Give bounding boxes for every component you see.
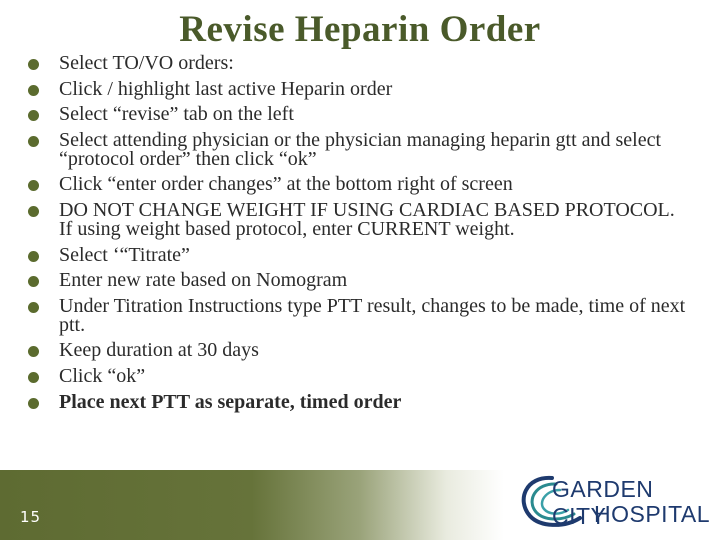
hospital-logo	[512, 470, 712, 530]
bullet-dot-icon	[28, 398, 39, 409]
list-item	[0, 364, 700, 387]
bullet-dot-icon	[28, 110, 39, 121]
bullet-text: Keep duration at 30 days	[59, 339, 259, 362]
list-item	[0, 128, 700, 170]
bullet-text: Place next PTT as separate, timed order	[59, 390, 402, 413]
bullet-dot-icon	[28, 276, 39, 287]
bullet-text: Select TO/VO orders:	[59, 52, 234, 74]
bullet-dot-icon	[28, 302, 39, 313]
bullet-text: Select “revise” tab on the left	[59, 103, 294, 126]
list-item	[0, 175, 700, 194]
bullet-text: Click / highlight last active Heparin order	[59, 77, 393, 100]
list-item	[0, 341, 700, 360]
list-item	[0, 77, 700, 100]
bullet-dot-icon	[28, 59, 39, 70]
bullet-dot-icon	[28, 346, 39, 357]
bullet-text: DO NOT CHANGE WEIGHT IF USING CARDIAC BASED PROTOCOL. If using weight based protocol, enter CURRENT weight.	[59, 198, 675, 240]
list-item	[0, 390, 700, 413]
bullet-text: Select attending physician or the physician managing heparin gtt and select “protocol order” then click “ok”	[59, 128, 662, 170]
list-item	[0, 198, 700, 240]
list-item	[0, 243, 700, 266]
list-item	[0, 271, 700, 290]
page-number: 15	[20, 508, 42, 526]
bullet-dot-icon	[28, 136, 39, 147]
bullet-dot-icon	[28, 206, 39, 217]
bullet-dot-icon	[28, 251, 39, 262]
bullet-dot-icon	[28, 180, 39, 191]
list-item	[0, 54, 700, 73]
bullet-dot-icon	[28, 85, 39, 96]
list-item	[0, 294, 700, 336]
bullet-list	[0, 54, 700, 418]
list-item	[0, 105, 700, 124]
bullet-text: Enter new rate based on Nomogram	[59, 269, 348, 292]
logo-line-1: GARDEN CITY	[552, 476, 654, 529]
bullet-text: Click “enter order changes” at the bottom right of screen	[59, 173, 513, 196]
slide-title: Revise Heparin Order	[179, 9, 541, 50]
logo-line-2: HOSPITAL	[594, 501, 711, 527]
bullet-text: Click “ok”	[59, 364, 146, 387]
bullet-text: Select ‘“Titrate”	[59, 243, 190, 266]
bullet-dot-icon	[28, 372, 39, 383]
bullet-text: Under Titration Instructions type PTT result, changes to be made, time of next ptt.	[59, 294, 686, 336]
